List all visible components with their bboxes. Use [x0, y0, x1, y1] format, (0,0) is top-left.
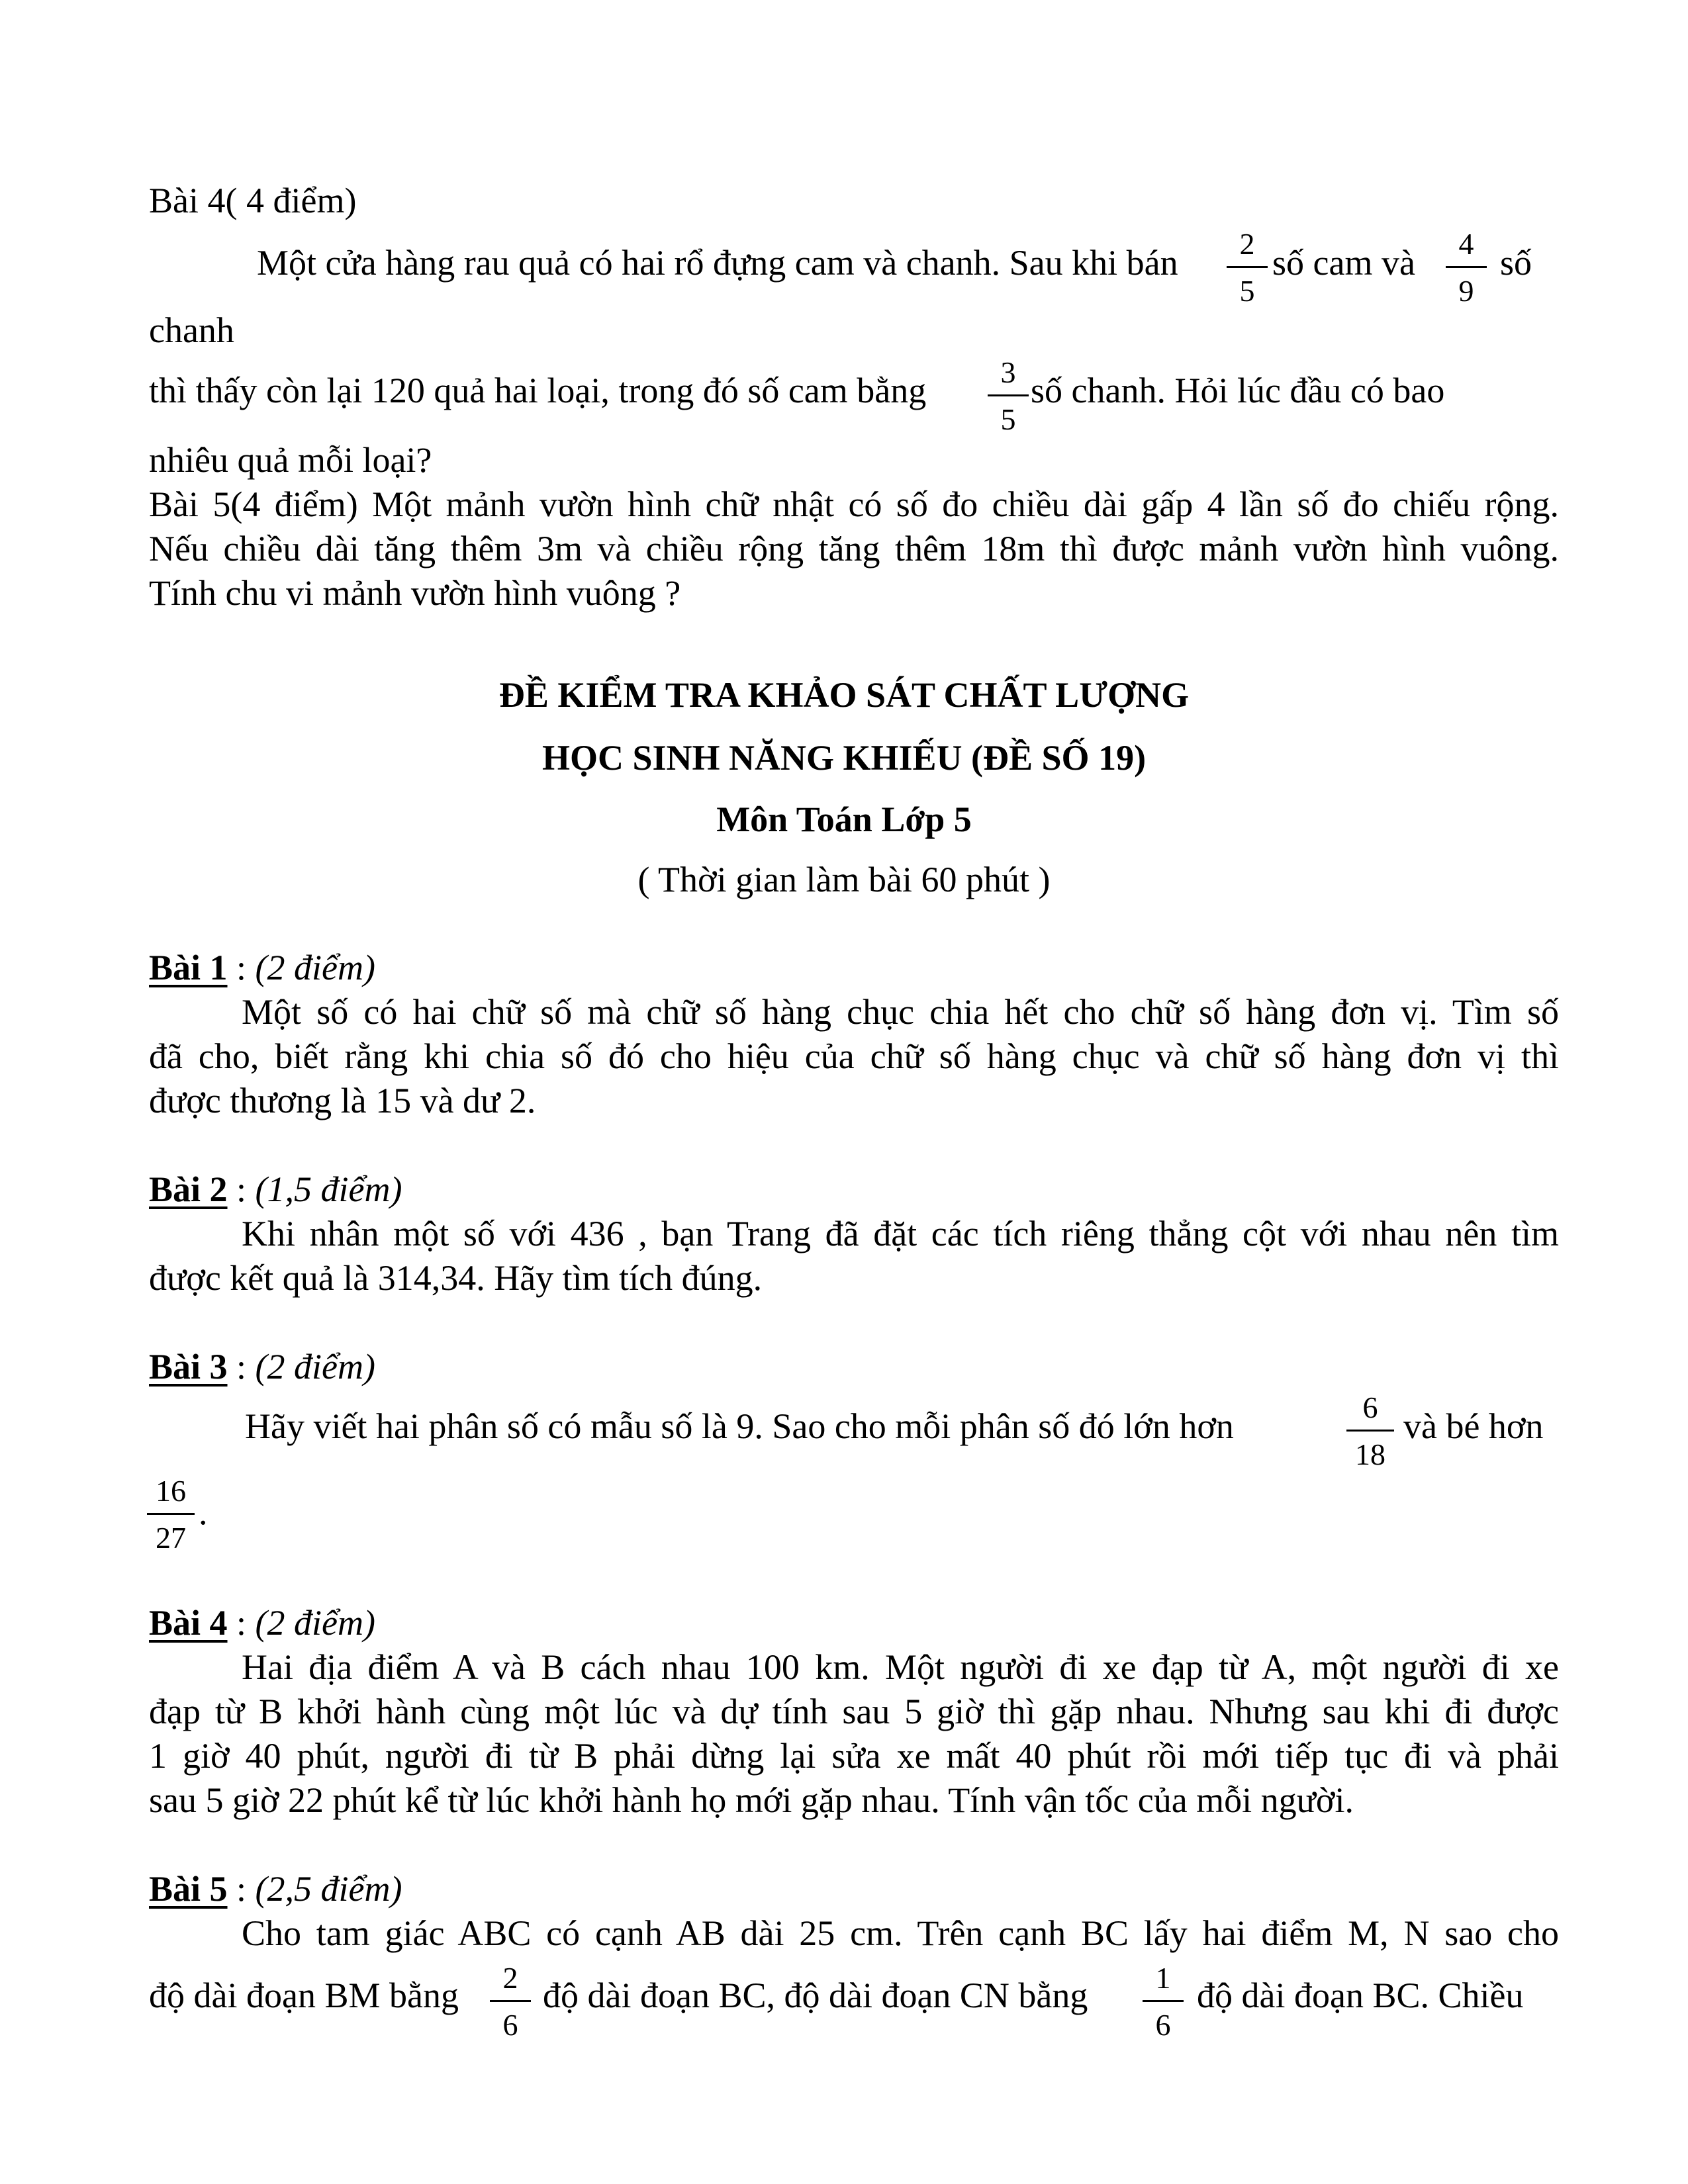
problem-2-points: (1,5 điểm): [255, 1169, 402, 1209]
problem-3-period: .: [199, 1492, 208, 1532]
fraction-denominator: 5: [1239, 274, 1255, 308]
fraction-bar: [490, 2000, 531, 2002]
fraction-2-6: [487, 1963, 534, 2040]
bai4-text-line3a: thì thấy còn lại 120 quả hai loại, trong đó số cam bằng: [149, 371, 927, 410]
fraction-bar: [147, 1513, 195, 1515]
bai5-text-line3: Tính chu vi mảnh vườn hình vuông ?: [149, 573, 681, 613]
problem-3-label: Bài 3: [149, 1347, 228, 1387]
problem-1-line3: được thương là 15 và dư 2.: [149, 1081, 536, 1120]
fraction-6-18: [1344, 1392, 1397, 1470]
bai5-text-line1: Bài 5(4 điểm) Một mảnh vườn hình chữ nhật có số đo chiều dài gấp 4 lần số đo chiếu rộng.: [149, 484, 1559, 524]
exam-title-line2: HỌC SINH NĂNG KHIẾU (ĐỀ SỐ 19): [541, 738, 1147, 778]
problem-2-line2: được kết quả là 314,34. Hãy tìm tích đúng.: [149, 1258, 763, 1298]
fraction-bar: [1446, 266, 1487, 268]
problem-4-heading: [149, 1605, 375, 1641]
problem-5-line2b: độ dài đoạn BC, độ dài đoạn CN bằng: [543, 1976, 1088, 2015]
problem-3-points: (2 điểm): [255, 1347, 375, 1387]
bai4-text-line1a: Một cửa hàng rau quả có hai rổ đựng cam và chanh. Sau khi bán: [257, 243, 1178, 283]
problem-4-label: Bài 4: [149, 1603, 228, 1643]
problem-3-line1a: Hãy viết hai phân số có mẫu số là 9. Sao cho mỗi phân số đó lớn hơn: [245, 1406, 1234, 1446]
fraction-bar: [1143, 2000, 1184, 2002]
fraction-denominator: 6: [1155, 2008, 1171, 2042]
fraction-numerator: 4: [1458, 227, 1474, 261]
bai4-text-line3b: số chanh. Hỏi lúc đầu có bao: [1031, 371, 1445, 410]
fraction-3-5: [985, 357, 1031, 435]
problem-4-line1: Hai địa điểm A và B cách nhau 100 km. Một người đi xe đạp từ A, một người đi xe: [242, 1647, 1559, 1687]
problem-5-points: (2,5 điểm): [255, 1869, 402, 1909]
problem-4-line3: 1 giờ 40 phút, người đi từ B phải dừng lại sửa xe mất 40 phút rồi mới tiếp tục đi và phải: [149, 1736, 1559, 1776]
problem-2-separator: :: [227, 1169, 256, 1209]
problem-5-label: Bài 5: [149, 1869, 228, 1909]
problem-5-line2a: độ dài đoạn BM bằng: [149, 1976, 459, 2015]
problem-2-line1: Khi nhân một số với 436 , bạn Trang đã đặt các tích riêng thẳng cột với nhau nên tìm: [242, 1214, 1559, 1253]
problem-3-line1b: và bé hơn: [1403, 1406, 1544, 1446]
problem-3-heading: [149, 1349, 375, 1385]
problem-1-label: Bài 1: [149, 948, 228, 987]
problem-5-line2c: độ dài đoạn BC. Chiều: [1197, 1976, 1524, 2015]
bai4-text-line4: nhiêu quả mỗi loại?: [149, 440, 432, 480]
exam-subject: Môn Toán Lớp 5: [716, 799, 972, 839]
fraction-numerator: 2: [502, 1961, 518, 1995]
problem-1-points: (2 điểm): [255, 948, 375, 987]
fraction-denominator: 6: [502, 2008, 518, 2042]
problem-4-points: (2 điểm): [255, 1603, 375, 1643]
fraction-denominator: 5: [1000, 402, 1016, 436]
problem-1-heading: [149, 950, 375, 985]
fraction-denominator: 9: [1458, 274, 1474, 308]
fraction-numerator: 16: [156, 1474, 186, 1508]
bai5-text-line2: Nếu chiều dài tăng thêm 3m và chiều rộng tăng thêm 18m thì được mảnh vườn hình vuông.: [149, 529, 1559, 569]
fraction-denominator: 27: [156, 1521, 186, 1555]
problem-3-separator: :: [227, 1347, 256, 1387]
fraction-numerator: 6: [1362, 1390, 1378, 1424]
problem-5-line1: Cho tam giác ABC có cạnh AB dài 25 cm. Trên cạnh BC lấy hai điểm M, N sao cho: [242, 1913, 1559, 1953]
problem-2-heading: [149, 1171, 402, 1207]
problem-5-heading: [149, 1871, 402, 1907]
bai4-text-line1b: số cam và: [1272, 243, 1415, 283]
problem-2-label: Bài 2: [149, 1169, 228, 1209]
problem-1-separator: :: [227, 948, 256, 987]
fraction-2-5: [1224, 229, 1270, 306]
bai4-text-line1c: số: [1500, 243, 1532, 283]
bai4-heading: Bài 4( 4 điểm): [149, 181, 357, 220]
exam-time: ( Thời gian làm bài 60 phút ): [637, 860, 1051, 899]
fraction-1-6: [1140, 1963, 1186, 2040]
problem-1-line1: Một số có hai chữ số mà chữ số hàng chục chia hết cho chữ số hàng đơn vị. Tìm số: [242, 992, 1559, 1032]
fraction-16-27: [144, 1476, 197, 1553]
fraction-4-9: [1443, 229, 1489, 306]
fraction-denominator: 18: [1355, 1437, 1385, 1471]
fraction-bar: [1227, 266, 1268, 268]
problem-4-line2: đạp từ B khởi hành cùng một lúc và dự tính sau 5 giờ thì gặp nhau. Nhưng sau khi đi được: [149, 1692, 1559, 1731]
bai4-text-line2: chanh: [149, 310, 234, 350]
problem-4-line4: sau 5 giờ 22 phút kể từ lúc khởi hành họ mới gặp nhau. Tính vận tốc của mỗi người.: [149, 1780, 1354, 1820]
problem-4-separator: :: [227, 1603, 256, 1643]
exam-title-line1: ĐỀ KIỂM TRA KHẢO SÁT CHẤT LƯỢNG: [498, 675, 1190, 715]
fraction-bar: [988, 394, 1029, 396]
fraction-numerator: 3: [1000, 355, 1016, 389]
fraction-numerator: 1: [1155, 1961, 1171, 1995]
fraction-bar: [1346, 1430, 1394, 1432]
fraction-numerator: 2: [1239, 227, 1255, 261]
problem-1-line2: đã cho, biết rằng khi chia số đó cho hiệu của chữ số hàng chục và chữ số hàng đơn vị thì: [149, 1036, 1559, 1076]
problem-5-separator: :: [227, 1869, 256, 1909]
